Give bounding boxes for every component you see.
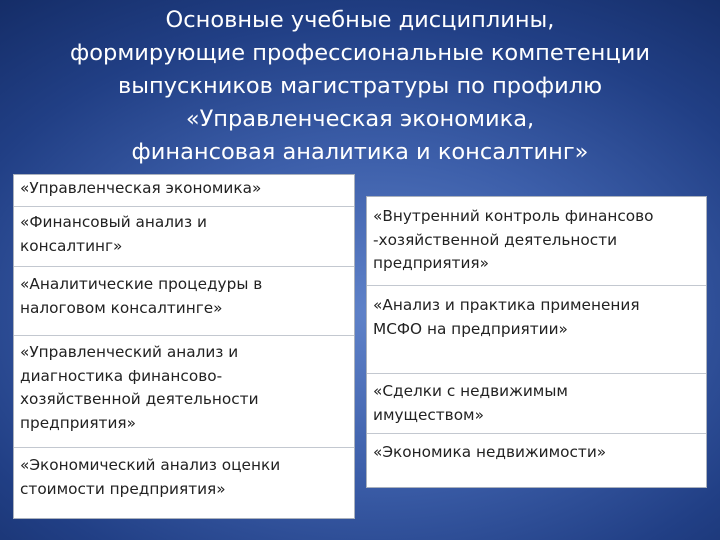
row-text: имуществом» [373,405,484,424]
row-divider [14,335,354,336]
table-row [367,441,706,465]
table-row [367,294,706,341]
table-row [367,380,706,427]
row-divider [367,433,706,434]
row-text: предприятия» [373,254,489,272]
row-text: «Экономический анализ оценки [20,456,281,474]
title-line: выпускников магистратуры по профилю [117,73,603,99]
row-text: «Управленческий анализ и [20,343,239,361]
row-text: «Сделки с недвижимым [373,382,568,400]
title-line: Основные учебные дисциплины, [165,7,555,33]
row-text: -хозяйственной деятельности [373,230,618,249]
left-disciplines-table [13,174,355,519]
table-row [14,341,354,435]
row-text: «Внутренний контроль финансово [373,207,654,225]
right-disciplines-table [366,196,707,488]
table-row [14,273,354,320]
table-row [14,211,354,258]
slide-title [20,4,700,169]
title-line: «Управленческая экономика, [185,106,535,132]
row-divider [14,266,354,267]
row-text: хозяйственной деятельности [20,390,259,408]
row-text: консалтинг» [20,236,123,255]
row-divider [367,373,706,374]
row-text: МСФО на предприятии» [373,319,568,338]
row-text: предприятия» [20,413,136,432]
table-row [367,205,706,276]
row-text: стоимости предприятия» [20,479,226,498]
table-row [14,454,354,501]
row-divider [14,206,354,207]
row-text: «Финансовый анализ и [20,213,207,231]
row-divider [367,285,706,286]
row-text: «Анализ и практика применения [373,296,640,314]
row-text: «Аналитические процедуры в [20,275,263,293]
title-line: финансовая аналитика и консалтинг» [131,139,589,165]
title-line: формирующие профессиональные компетенции [70,40,650,66]
row-text: «Экономика недвижимости» [373,443,607,461]
row-divider [14,447,354,448]
row-text: «Управленческая экономика» [20,179,262,197]
row-text: диагностика финансово- [20,366,223,385]
table-row [14,177,354,201]
row-text: налоговом консалтинге» [20,298,223,317]
